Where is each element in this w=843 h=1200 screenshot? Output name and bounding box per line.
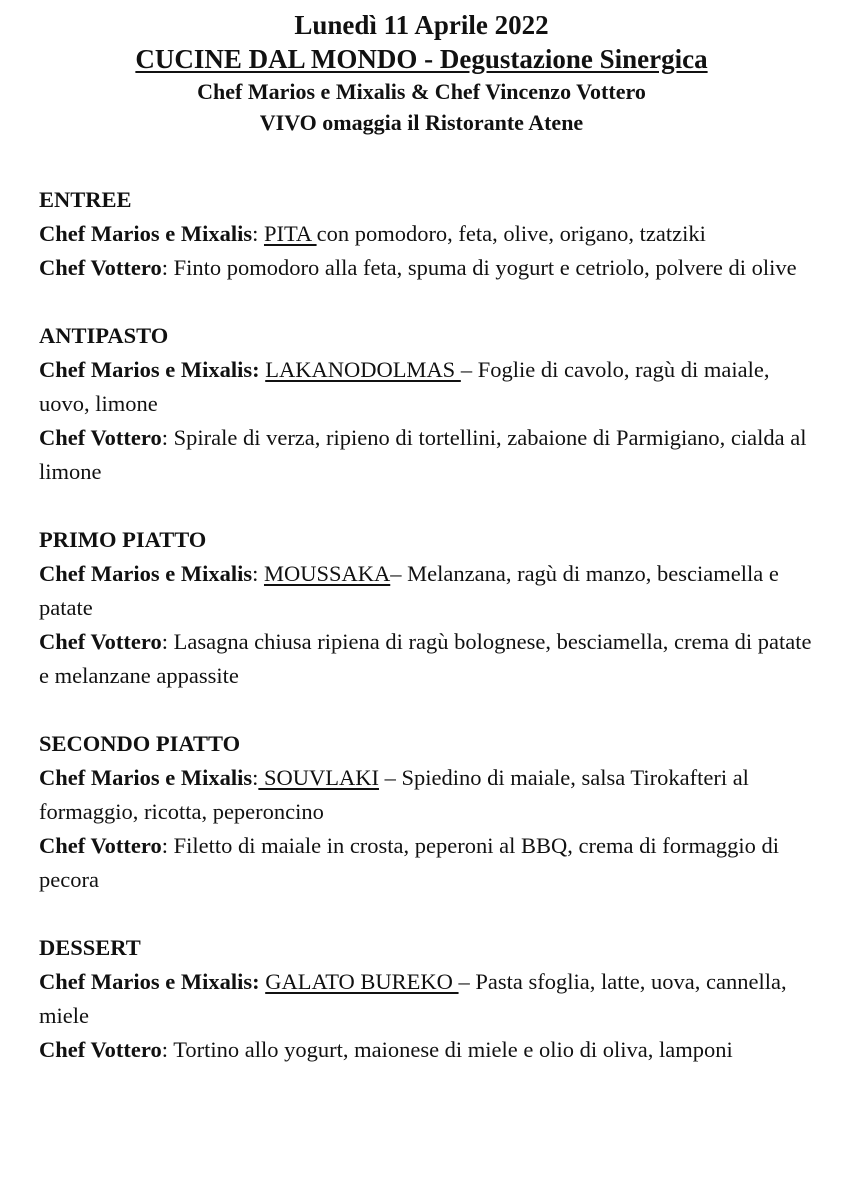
separator: : — [252, 221, 264, 246]
dish-name: PITA — [263, 221, 317, 246]
chef-name: Chef Marios e Mixalis — [39, 561, 253, 586]
event-chefs: Chef Marios e Mixalis & Chef Vincenzo Vottero — [197, 79, 646, 104]
menu-section-dessert — [39, 931, 819, 1067]
menu-entry — [39, 421, 819, 489]
dish-description: Spirale di verza, ripieno di tortellini, zabaione di Parmigiano, cialda al limone — [39, 425, 813, 484]
chef-name: Chef Vottero — [39, 1037, 162, 1062]
dish-description: – Spiedino di maiale, salsa Tirokafteri al formaggio, ricotta, peperoncino — [39, 765, 755, 824]
section-title: ANTIPASTO — [39, 323, 169, 348]
menu-section-primo-piatto — [39, 523, 819, 693]
menu-entry — [39, 761, 819, 829]
dish-description: – Pasta sfoglia, latte, uova, cannella, miele — [39, 969, 793, 1028]
menu-entry — [39, 353, 819, 421]
menu-entry — [39, 217, 819, 251]
separator: : — [161, 255, 174, 280]
menu-entry — [39, 1033, 819, 1067]
menu-entry — [39, 251, 819, 285]
dish-description: – Foglie di cavolo, ragù di maiale, uovo, limone — [39, 357, 776, 416]
menu-entry — [39, 965, 819, 1033]
chef-name: Chef Vottero — [39, 425, 162, 450]
chef-name: Chef Marios e Mixalis — [39, 221, 253, 246]
menu-section-antipasto — [39, 319, 819, 489]
event-date: Lunedì 11 Aprile 2022 — [294, 10, 549, 40]
dish-description: Finto pomodoro alla feta, spuma di yogurt e cetriolo, polvere di olive — [173, 255, 797, 280]
separator: : — [161, 833, 174, 858]
dish-name: GALATO BUREKO — [265, 969, 459, 994]
separator: : — [161, 425, 174, 450]
section-title: PRIMO PIATTO — [39, 527, 207, 552]
menu-entry — [39, 557, 819, 625]
dish-name: SOUVLAKI — [258, 765, 379, 790]
event-title: CUCINE DAL MONDO - Degustazione Sinergica — [135, 44, 708, 74]
section-title: ENTREE — [39, 187, 132, 212]
dish-description: – Melanzana, ragù di manzo, besciamella e patate — [39, 561, 785, 620]
chef-name: Chef Marios e Mixalis: — [39, 969, 266, 994]
menu-content — [39, 183, 819, 1101]
section-title: SECONDO PIATTO — [39, 731, 241, 756]
dish-description: Tortino allo yogurt, maionese di miele e olio di oliva, lamponi — [173, 1037, 733, 1062]
chef-name: Chef Marios e Mixalis — [39, 765, 253, 790]
separator: : — [161, 629, 174, 654]
separator: : — [161, 1037, 174, 1062]
chef-name: Chef Vottero — [39, 255, 162, 280]
section-title: DESSERT — [39, 935, 141, 960]
menu-entry — [39, 625, 819, 693]
dish-name: MOUSSAKA — [263, 561, 391, 586]
chef-name: Chef Marios e Mixalis: — [39, 357, 266, 382]
menu-header — [0, 8, 843, 138]
separator: : — [252, 765, 259, 790]
chef-name: Chef Vottero — [39, 629, 162, 654]
chef-name: Chef Vottero — [39, 833, 162, 858]
dish-description: Filetto di maiale in crosta, peperoni al BBQ, crema di formaggio di pecora — [39, 833, 785, 892]
separator: : — [252, 561, 264, 586]
dish-description: Lasagna chiusa ripiena di ragù bolognese, besciamella, crema di patate e melanzane appassite — [39, 629, 818, 688]
menu-section-secondo-piatto — [39, 727, 819, 897]
event-sponsor: VIVO omaggia il Ristorante Atene — [259, 110, 584, 135]
menu-entry — [39, 829, 819, 897]
dish-description: con pomodoro, feta, olive, origano, tzatziki — [316, 221, 706, 246]
dish-name: LAKANODOLMAS — [265, 357, 461, 382]
menu-section-entree — [39, 183, 819, 285]
